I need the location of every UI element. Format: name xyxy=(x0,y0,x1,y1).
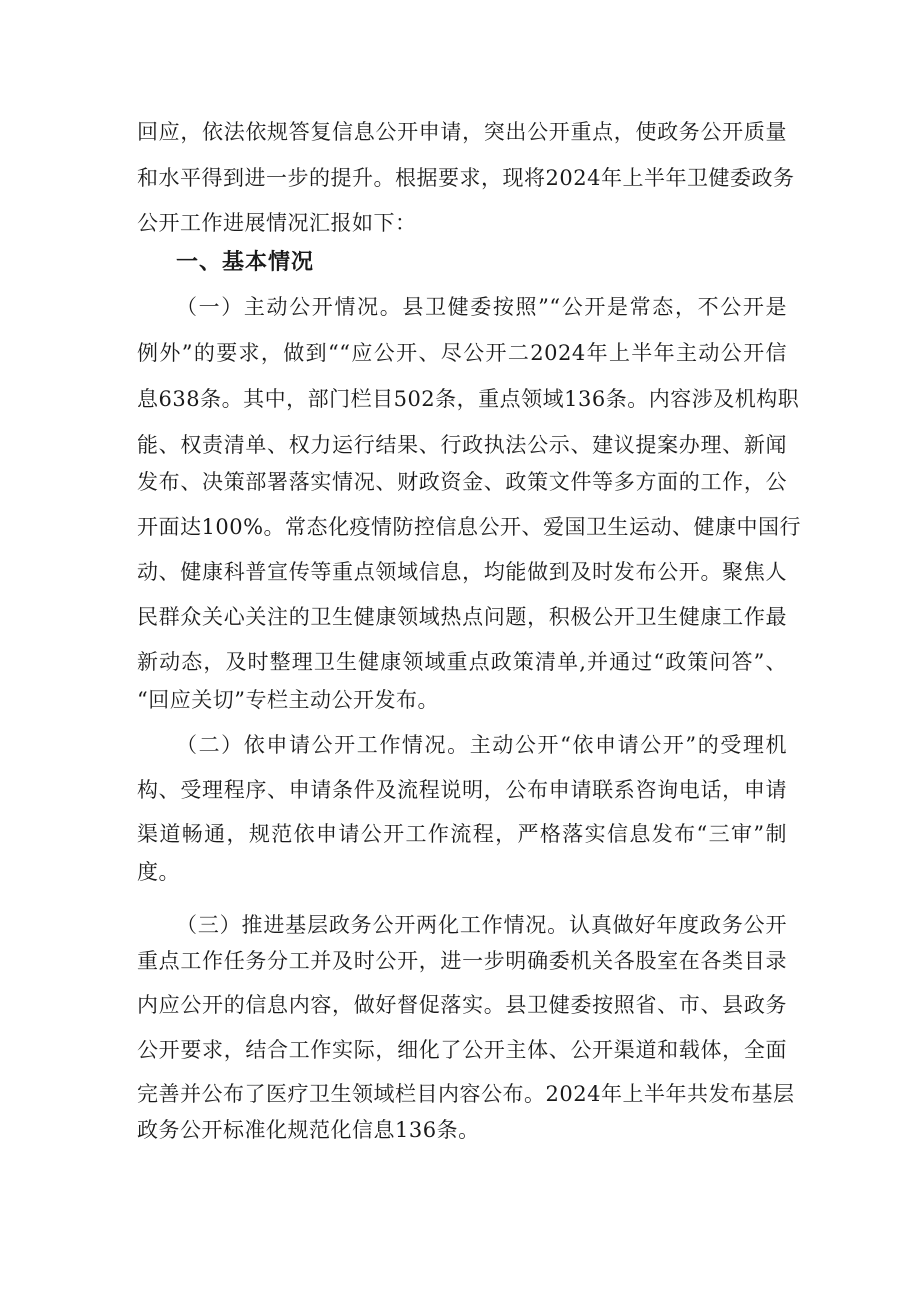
para2-line-1: （二）依申请公开工作情况。主动公开“依申请公开”的受理机 xyxy=(176,733,787,757)
para1-line-10: “回应关切”专栏主动公开发布。 xyxy=(137,688,439,712)
para1-line-4: 能、权责清单、权力运行结果、行政执法公示、建议提案办理、新闻 xyxy=(137,433,787,457)
para3-line-3: 内应公开的信息内容，做好督促落实。县卫健委按照省、市、县政务 xyxy=(137,993,787,1017)
para3-line-4: 公开要求，结合工作实际，细化了公开主体、公开渠道和载体，全面 xyxy=(137,1038,787,1062)
para1-line-2: 例外”的要求，做到““应公开、尽公开二2024年上半年主动公开信 xyxy=(137,341,787,365)
intro-line-2: 和水平得到进一步的提升。根据要求，现将2024年上半年卫健委政务 xyxy=(137,166,795,190)
para1-line-3: 息638条。其中，部门栏目502条，重点领域136条。内容涉及机构职 xyxy=(137,387,800,411)
para2-line-3: 渠道畅通，规范依申请公开工作流程，严格落实信息发布“三审”制 xyxy=(137,822,787,846)
para3-line-2: 重点工作任务分工并及时公开，进一步明确委机关各股室在各类目录 xyxy=(137,949,787,973)
para1-line-1: （一）主动公开情况。县卫健委按照”“公开是常态，不公开是 xyxy=(176,295,787,319)
para1-line-5: 发布、决策部署落实情况、财政资金、政策文件等多方面的工作，公 xyxy=(137,470,787,494)
para3-line-5: 完善并公布了医疗卫生领域栏目内容公布。2024年上半年共发布基层 xyxy=(137,1082,795,1106)
para2-line-2: 构、受理程序、申请条件及流程说明，公布申请联系咨询电话，申请 xyxy=(137,778,787,802)
para3-line-6: 政务公开标准化规范化信息136条。 xyxy=(137,1118,480,1142)
intro-line-1: 回应，依法依规答复信息公开申请，突出公开重点，使政务公开质量 xyxy=(137,120,787,144)
para2-line-4: 度。 xyxy=(137,860,180,884)
para1-line-6: 开面达100%。常态化疫情防控信息公开、爱国卫生运动、健康中国行 xyxy=(137,515,802,539)
para1-line-7: 动、健康科普宣传等重点领域信息，均能做到及时发布公开。聚焦人 xyxy=(137,560,787,584)
para3-line-1: （三）推进基层政务公开两化工作情况。认真做好年度政务公开 xyxy=(176,913,787,937)
section-heading: 一、基本情况 xyxy=(176,250,315,275)
para1-line-8: 民群众关心关注的卫生健康领域热点问题，积极公开卫生健康工作最 xyxy=(137,605,787,629)
para1-line-9: 新动态，及时整理卫生健康领域重点政策清单,并通过“政策问答”、 xyxy=(137,650,787,674)
intro-line-3: 公开工作进展情况汇报如下： xyxy=(137,211,417,235)
